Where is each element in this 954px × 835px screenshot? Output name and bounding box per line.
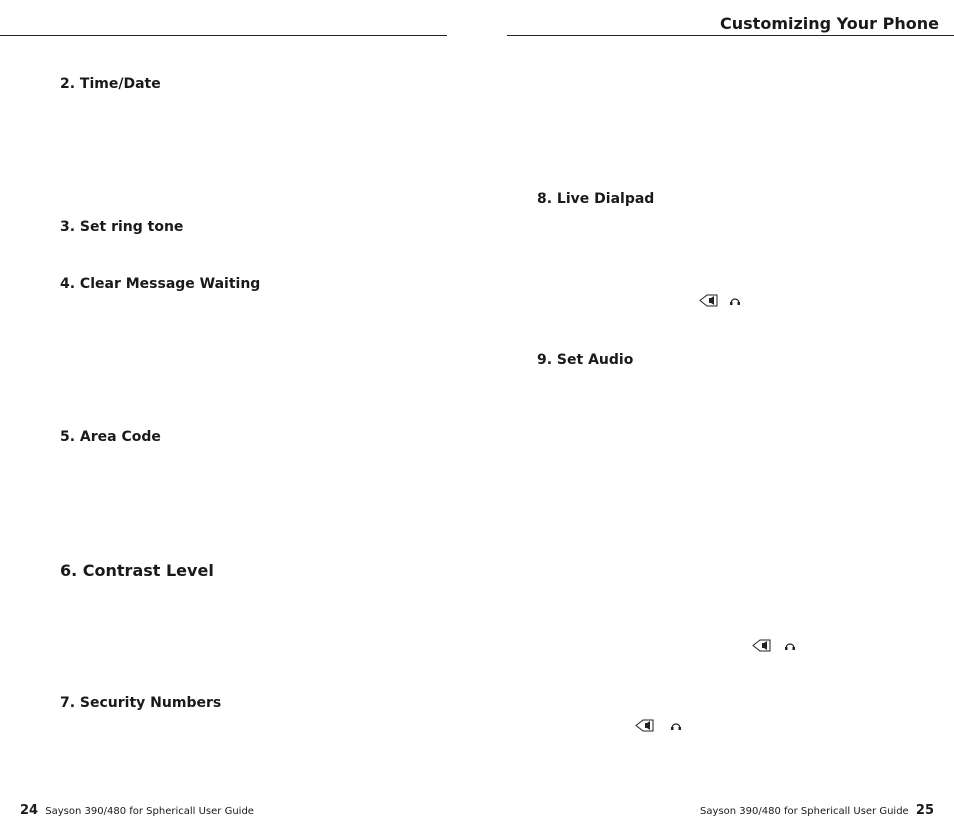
heading-live-dialpad: 8. Live Dialpad xyxy=(537,191,655,207)
running-head: Customizing Your Phone xyxy=(720,14,939,33)
page-number-right: 25 xyxy=(915,803,934,818)
speaker-key-icon xyxy=(635,719,655,732)
heading-contrast-level: 6. Contrast Level xyxy=(60,561,214,580)
right-header-rule xyxy=(507,35,954,36)
heading-security-numbers: 7. Security Numbers xyxy=(60,695,222,711)
right-footer xyxy=(700,803,934,818)
headset-key-icon xyxy=(729,296,741,307)
left-header-rule xyxy=(0,35,447,36)
heading-time-date: 2. Time/Date xyxy=(60,76,161,92)
speaker-key-icon xyxy=(752,639,772,652)
guide-title-left: Sayson 390/480 for Sphericall User Guide xyxy=(45,806,254,817)
left-footer xyxy=(20,803,254,818)
speaker-key-icon xyxy=(699,294,719,307)
guide-title-right: Sayson 390/480 for Sphericall User Guide xyxy=(700,806,909,817)
headset-key-icon xyxy=(784,641,796,652)
heading-ring-tone: 3. Set ring tone xyxy=(60,219,184,235)
heading-set-audio: 9. Set Audio xyxy=(537,352,634,368)
heading-clear-message: 4. Clear Message Waiting xyxy=(60,276,261,292)
page-number-left: 24 xyxy=(20,803,39,818)
heading-area-code: 5. Area Code xyxy=(60,429,161,445)
headset-key-icon xyxy=(670,721,682,732)
